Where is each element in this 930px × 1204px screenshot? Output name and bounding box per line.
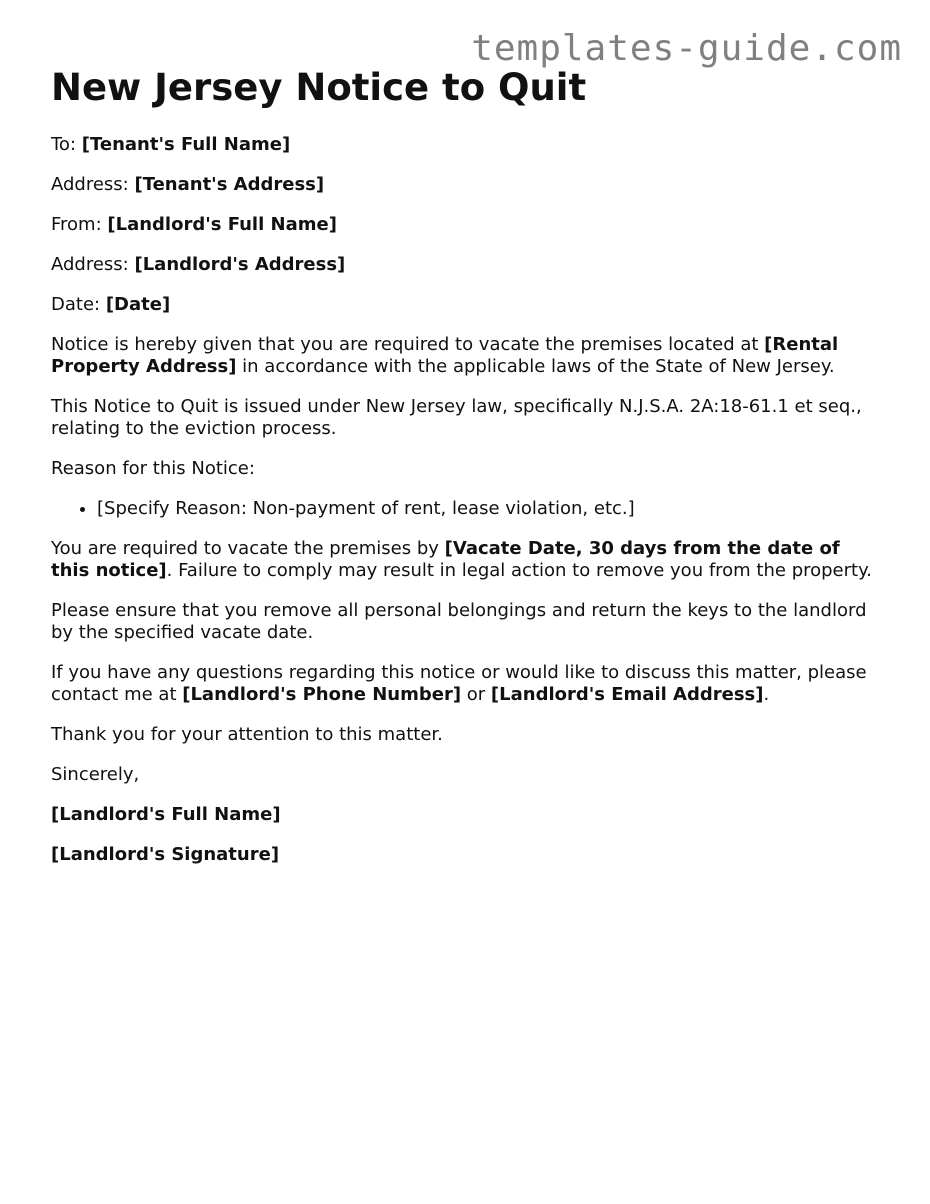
vacate-date: [Vacate Date, 30 days from the date of this notice]	[51, 538, 840, 581]
signer-signature-line	[51, 844, 881, 866]
date-line	[51, 294, 881, 316]
to-label: To:	[51, 134, 82, 155]
document-body	[51, 66, 881, 884]
thanks-paragraph: Thank you for your attention to this matter.	[51, 724, 443, 745]
contact-text-post: .	[763, 684, 770, 705]
tenant-address-line	[51, 174, 881, 196]
signer-signature: [Landlord's Signature]	[51, 844, 280, 865]
landlord-address: [Landlord's Address]	[134, 254, 346, 275]
tenant-name: [Tenant's Full Name]	[81, 134, 291, 155]
reason-heading: Reason for this Notice:	[51, 458, 255, 479]
to-line	[51, 134, 881, 156]
vacate-text-post: . Failure to comply may result in legal action to remove you from the property.	[166, 560, 872, 581]
landlord-address-line	[51, 254, 881, 276]
document-title: New Jersey Notice to Quit	[51, 66, 587, 109]
reason-list	[51, 498, 881, 520]
landlord-name: [Landlord's Full Name]	[107, 214, 337, 235]
contact-paragraph	[51, 662, 881, 706]
date-label: Date:	[51, 294, 106, 315]
landlord-email: [Landlord's Email Address]	[490, 684, 764, 705]
from-line	[51, 214, 881, 236]
notice-date: [Date]	[105, 294, 171, 315]
tenant-address: [Tenant's Address]	[134, 174, 325, 195]
contact-text-mid: or	[461, 684, 491, 705]
contact-text-pre: If you have any questions regarding this notice or would like to discuss this matter, please contact me at	[51, 662, 867, 705]
watermark: templates-guide.com	[471, 28, 902, 69]
rental-property-address: [Rental Property Address]	[51, 334, 839, 377]
belongings-paragraph: Please ensure that you remove all personal belongings and return the keys to the landlord by the specified vacate date.	[51, 600, 867, 643]
signer-name-line	[51, 804, 881, 826]
notice-text-post: in accordance with the applicable laws of the State of New Jersey.	[236, 356, 835, 377]
landlord-phone: [Landlord's Phone Number]	[182, 684, 462, 705]
landlord-address-label: Address:	[51, 254, 135, 275]
list-item: • [Specify Reason: Non-payment of rent, lease violation, etc.]	[97, 498, 881, 520]
law-paragraph: This Notice to Quit is issued under New Jersey law, specifically N.J.S.A. 2A:18-61.1 et seq., relating to the eviction process.	[51, 396, 862, 439]
vacate-text-pre: You are required to vacate the premises by	[51, 538, 445, 559]
closing: Sincerely,	[51, 764, 140, 785]
tenant-address-label: Address:	[51, 174, 135, 195]
notice-text-pre: Notice is hereby given that you are required to vacate the premises located at	[51, 334, 765, 355]
signer-name: [Landlord's Full Name]	[51, 804, 281, 825]
from-label: From:	[51, 214, 108, 235]
notice-paragraph	[51, 334, 881, 378]
vacate-paragraph	[51, 538, 881, 582]
